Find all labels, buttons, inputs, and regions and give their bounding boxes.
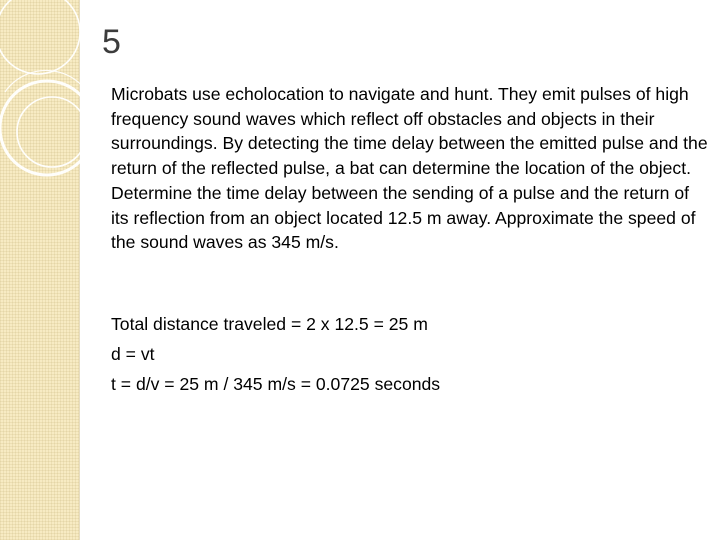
solution-line-result: t = d/v = 25 m / 345 m/s = 0.0725 seconds <box>111 374 441 394</box>
question-text: Microbats use echolocation to navigate and hunt. They emit pulses of high frequency sound waves which reflect off obstacles and objects in their surroundings. By detecting the time delay between the emitted pulse and the return of the reflected pulse, a bat can determine the location of the object. Determine the time delay between the sending of a pulse and the return of its reflection from an object located 12.5 m away. Approximate the speed of the sound waves as 345 m/s. <box>111 84 708 253</box>
solution-line-formula: d = vt <box>111 344 155 364</box>
deco-circle-large <box>0 0 80 74</box>
slide-number: 5 <box>102 23 121 61</box>
deco-circle-inner <box>17 97 87 167</box>
deco-circle-medium <box>0 81 94 175</box>
solution-line-total-distance: Total distance traveled = 2 x 12.5 = 25 m <box>111 314 428 334</box>
solution-list <box>111 312 440 402</box>
